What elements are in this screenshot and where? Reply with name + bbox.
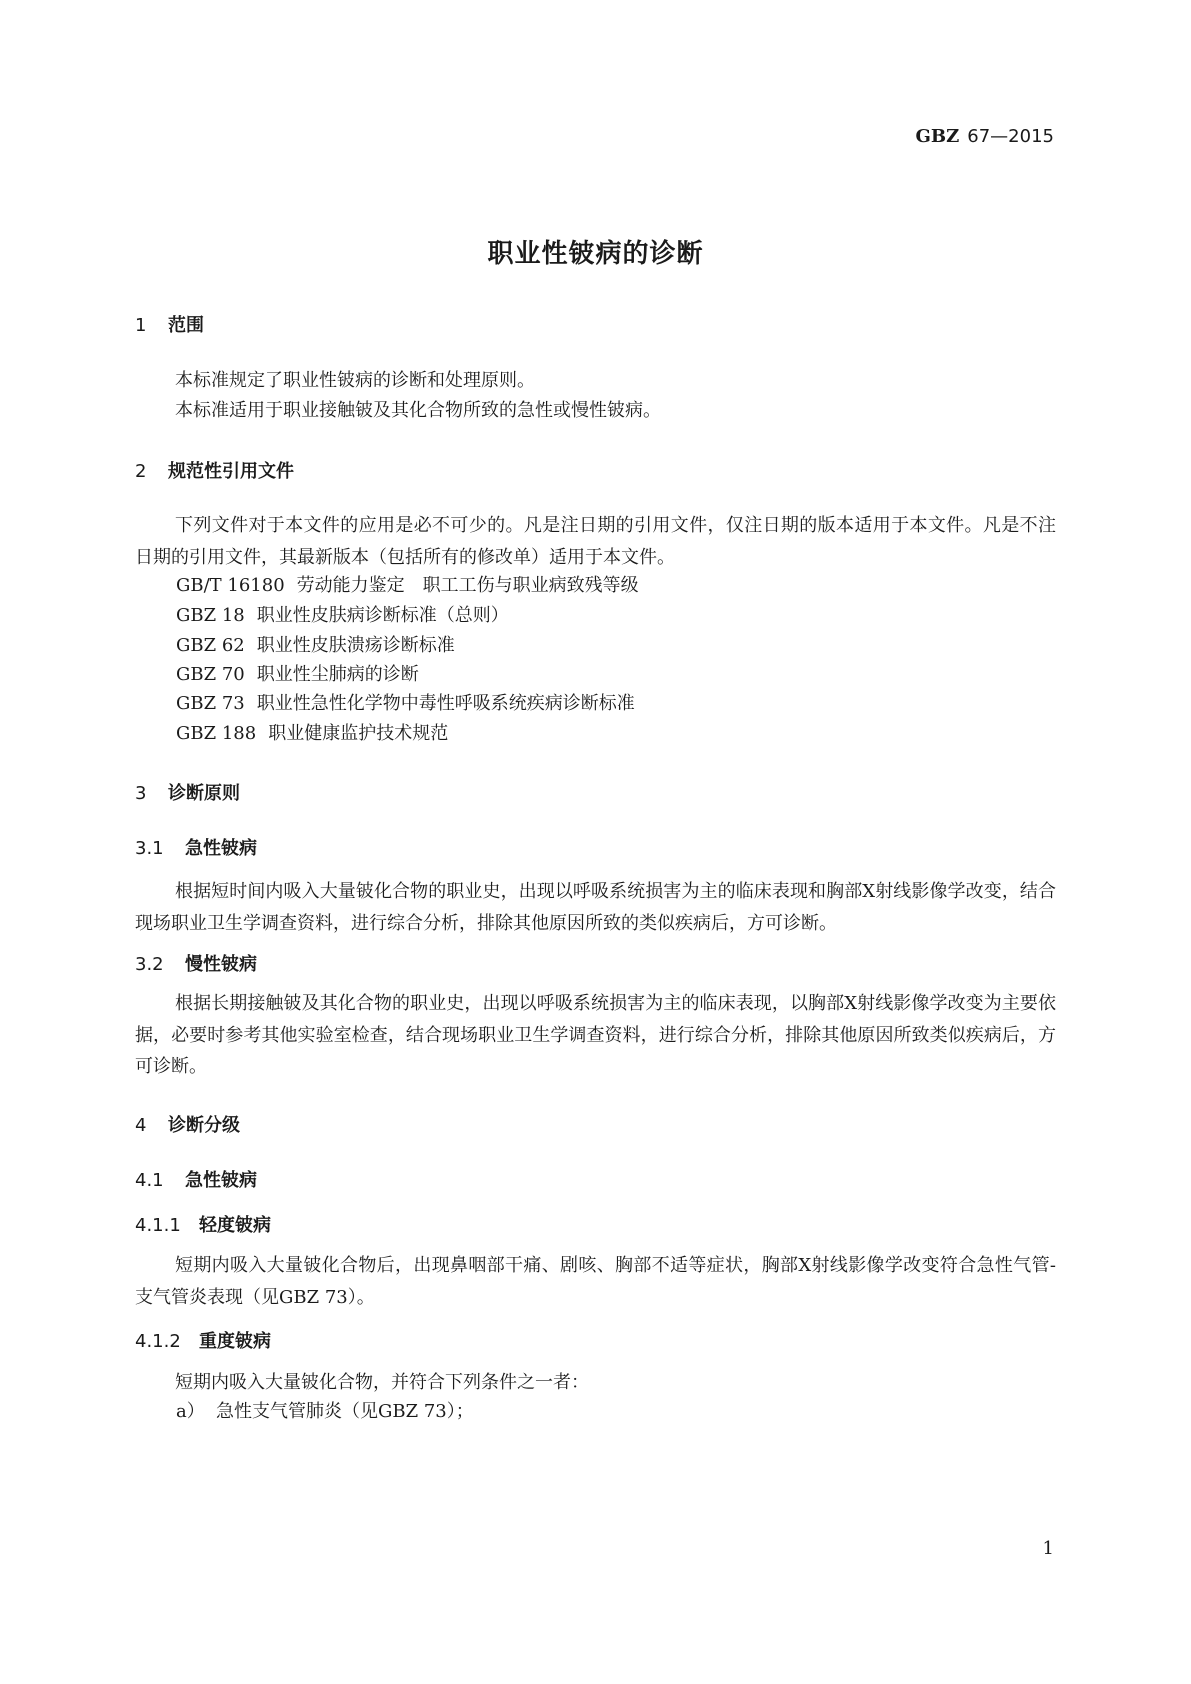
section-number: 3.1 [135,838,164,859]
section-title: 慢性铍病 [185,954,257,975]
list-item-a [176,1397,474,1423]
reference-title: 职业性皮肤病诊断标准（总则） [256,605,509,626]
section-2-heading [135,457,294,483]
section-number: 3 [135,783,147,804]
standard-header [916,126,1054,147]
section-3-1-heading [135,834,257,860]
reference-title: 职业性皮肤溃疡诊断标准 [256,635,455,656]
section-1-paragraph-1: 本标准规定了职业性铍病的诊断和处理原则。 [175,370,535,391]
section-title: 轻度铍病 [199,1215,271,1236]
section-3-1-paragraph: 根据短时间内吸入大量铍化合物的职业史，出现以呼吸系统损害为主的临床表现和胸部X射线影像学改变，结合现场职业卫生学调查资料，进行综合分析，排除其他原因所致的类似疾病后，方可诊断。 [135,881,1056,934]
reference-code: GB/T 16180 [176,575,285,596]
header-code: GBZ [915,126,960,147]
reference-code: GBZ 73 [176,693,245,714]
section-3-heading [135,779,240,805]
section-title: 诊断分级 [168,1115,240,1136]
section-number: 4 [135,1115,147,1136]
section-title: 重度铍病 [199,1331,271,1352]
section-3-2-paragraph: 根据长期接触铍及其化合物的职业史，出现以呼吸系统损害为主的临床表现，以胸部X射线影像学改变为主要依据，必要时参考其他实验室检查，结合现场职业卫生学调查资料，进行综合分析，排除其他原因所致类似疾病后，方可诊断。 [135,993,1056,1077]
section-number: 3.2 [135,954,164,975]
reference-title: 职业性急性化学物中毒性呼吸系统疾病诊断标准 [256,693,635,714]
section-4-1-2-heading [135,1327,271,1353]
section-4-1-2-paragraph: 短期内吸入大量铍化合物，并符合下列条件之一者： [175,1372,589,1393]
reference-title: 职业健康监护技术规范 [268,723,449,744]
section-number: 4.1.1 [135,1215,181,1236]
section-4-1-1-heading [135,1211,271,1237]
section-1-paragraph-2: 本标准适用于职业接触铍及其化合物所致的急性或慢性铍病。 [175,400,661,421]
section-number: 2 [135,461,147,482]
section-title: 诊断原则 [168,783,240,804]
section-4-heading [135,1111,240,1137]
list-item-text: 急性支气管肺炎（见GBZ 73）； [216,1401,474,1422]
reference-code: GBZ 18 [176,605,245,626]
section-2-intro: 下列文件对于本文件的应用是必不可少的。凡是注日期的引用文件，仅注日期的版本适用于本文件。凡是不注日期的引用文件，其最新版本（包括所有的修改单）适用于本文件。 [135,515,1056,568]
reference-item [176,689,635,715]
header-number: 67—2015 [967,126,1054,147]
reference-item [176,719,448,745]
section-number: 4.1 [135,1170,164,1191]
section-4-1-heading [135,1166,257,1192]
reference-code: GBZ 188 [176,723,257,744]
reference-item [176,571,639,597]
reference-title: 职业性尘肺病的诊断 [256,664,419,685]
section-title: 急性铍病 [185,838,257,859]
section-1-heading [135,311,204,337]
document-title: 职业性铍病的诊断 [487,239,704,269]
reference-item [176,660,419,686]
section-title: 范围 [168,315,204,336]
section-number: 1 [135,315,147,336]
section-title: 规范性引用文件 [168,461,294,482]
reference-title: 劳动能力鉴定 职工工伤与职业病致残等级 [296,575,639,596]
section-3-2-heading [135,950,257,976]
reference-code: GBZ 70 [176,664,245,685]
page-number: 1 [1042,1538,1054,1559]
reference-code: GBZ 62 [176,635,245,656]
section-4-1-1-paragraph: 短期内吸入大量铍化合物后，出现鼻咽部干痛、剧咳、胸部不适等症状，胸部X射线影像学改变符合急性气管-支气管炎表现（见GBZ 73）。 [135,1255,1056,1308]
reference-item [176,601,509,627]
section-number: 4.1.2 [135,1331,181,1352]
reference-item [176,631,455,657]
list-item-label: a） [176,1401,205,1422]
section-title: 急性铍病 [185,1170,257,1191]
